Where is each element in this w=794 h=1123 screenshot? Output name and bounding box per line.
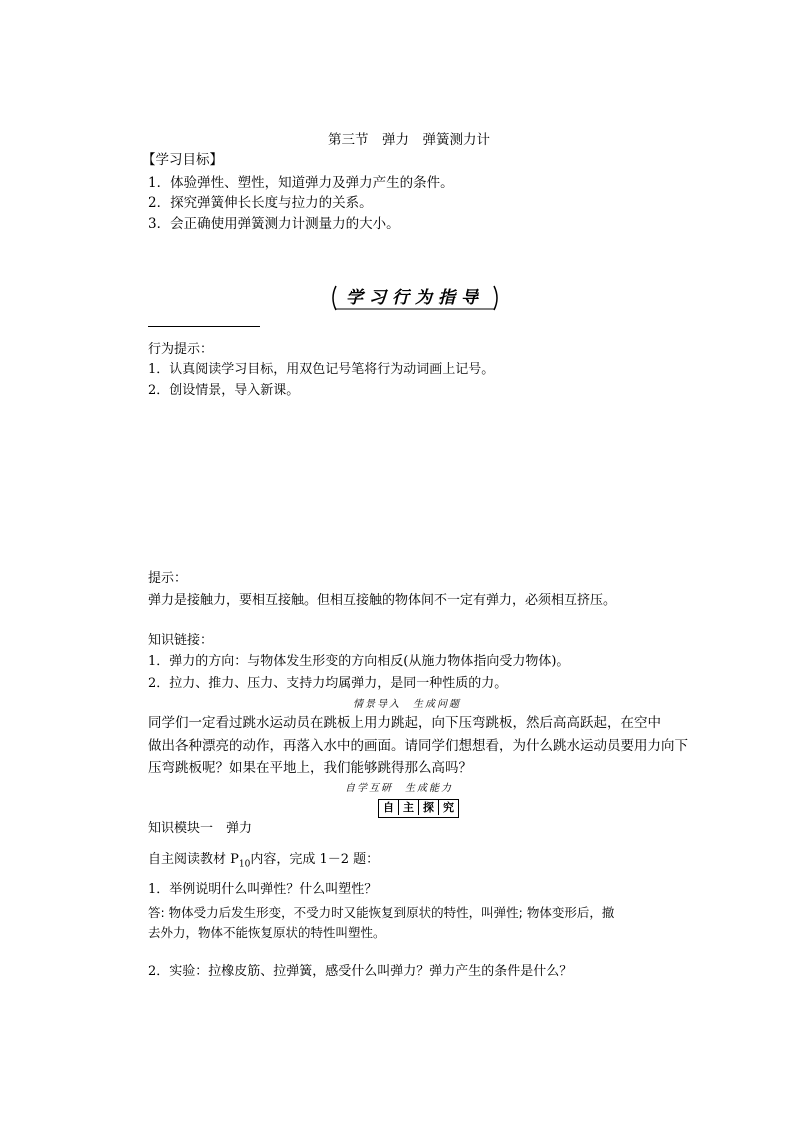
- objective-item: 2．探究弹簧伸长长度与拉力的关系。: [148, 195, 373, 211]
- section-intro-label: 情景导入 生成问题: [353, 699, 461, 710]
- intro-paragraph-line: 做出各种漂亮的动作，再落入水中的画面。请同学们想想看，为什么跳水运动员要用力向下: [148, 738, 688, 754]
- module-title: 知识模块一 弹力: [148, 821, 253, 836]
- objectives-heading: 【学习目标】: [142, 152, 223, 168]
- behavior-item: 1．认真阅读学习目标，用双色记号笔将行为动词画上记号。: [148, 362, 495, 377]
- intro-paragraph-line: 同学们一定看过跳水运动员在跳板上用力跳起，向下压弯跳板，然后高高跃起，在空中: [148, 715, 661, 731]
- box-char: 主: [399, 800, 419, 815]
- banner-title: 学习行为指导: [346, 288, 484, 308]
- page-title: 第三节 弹力 弹簧测力计: [328, 132, 490, 148]
- objective-item: 1．体验弹性、塑性，知道弹力及弹力产生的条件。: [148, 175, 454, 191]
- intro-paragraph-line: 压弯跳板呢？如果在平地上，我们能够跳得那么高吗？: [148, 760, 472, 776]
- hint-heading: 提示：: [148, 571, 188, 586]
- behavior-heading: 行为提示：: [148, 342, 214, 357]
- knowledge-link-item: 2．拉力、推力、压力、支持力均属弹力，是同一种性质的力。: [148, 676, 508, 691]
- knowledge-link-item: 1．弹力的方向：与物体发生形变的方向相反(从施力物体指向受力物体)。: [148, 654, 570, 669]
- divider: [148, 326, 260, 327]
- answer-1-line: 答: 物体受力后发生形变，不受力时又能恢复到原状的特性，叫弹性; 物体变形后，撤: [148, 905, 615, 920]
- knowledge-link-heading: 知识链接：: [148, 633, 214, 648]
- box-char: 探: [419, 800, 439, 815]
- question-2: 2．实验：拉橡皮筋、拉弹簧，感受什么叫弹力？弹力产生的条件是什么？: [148, 964, 573, 979]
- self-exploration-box: [378, 799, 459, 818]
- box-char: 自: [379, 800, 399, 815]
- objective-item: 3．会正确使用弹簧测力计测量力的大小。: [148, 216, 400, 232]
- question-1: 1．举例说明什么叫弹性？什么叫塑性？: [148, 882, 378, 897]
- hint-text: 弹力是接触力，要相互接触。但相互接触的物体间不一定有弹力，必须相互挤压。: [148, 593, 617, 608]
- reading-page-number: 10: [238, 859, 251, 870]
- behavior-item: 2．创设情景，导入新课。: [148, 383, 300, 398]
- reading-pre: 自主阅读教材 P: [148, 852, 239, 867]
- answer-1-line: 去外力，物体不能恢复原状的特性叫塑性。: [148, 925, 386, 940]
- box-char: 究: [443, 801, 454, 814]
- section-self-study-label: 自学互研 生成能力: [345, 783, 453, 794]
- section-banner: [330, 284, 500, 312]
- reading-post: 内容，完成 1－2 题：: [250, 852, 380, 867]
- reading-instruction: [148, 851, 379, 874]
